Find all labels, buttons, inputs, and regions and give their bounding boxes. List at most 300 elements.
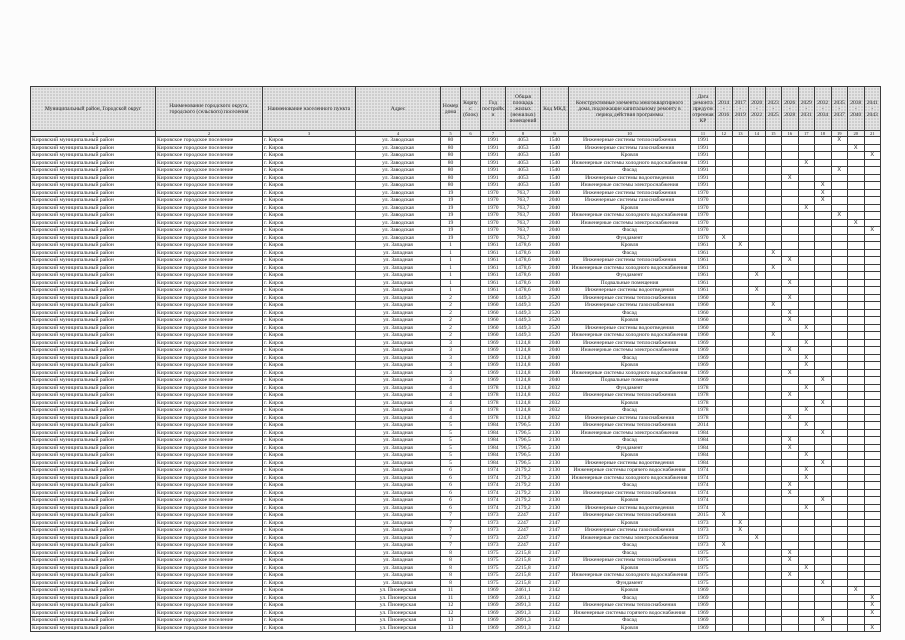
cell-period-mark — [765, 287, 782, 295]
cell-mkd-code: 1540 — [541, 137, 569, 145]
cell-settlement: Кировское городское поселение — [156, 294, 263, 302]
cell-district: Кировский муниципальный район — [31, 324, 156, 332]
cell-street: ул. Западная — [356, 317, 441, 325]
cell-locality: г. Киров — [263, 152, 356, 160]
cell-district: Кировский муниципальный район — [31, 549, 156, 557]
cell-period-mark — [732, 542, 749, 550]
cell-repair-date: 1970 — [691, 197, 716, 205]
header-period: 2032 - 2034 — [815, 87, 832, 131]
cell-period-mark — [765, 609, 782, 617]
cell-structural-element: Фасад — [569, 227, 691, 235]
cell-structural-element: Инженерные системы горячего водоснабжения — [569, 467, 691, 475]
cell-period-mark — [798, 212, 815, 220]
cell-locality: г. Киров — [263, 414, 356, 422]
column-number: 20 — [848, 131, 865, 137]
cell-period-mark — [798, 579, 815, 587]
cell-build-year: 1969 — [481, 594, 506, 602]
cell-total-area: 1478,6 — [506, 257, 541, 265]
cell-street: ул. Заводская — [356, 152, 441, 160]
cell-repair-date: 1978 — [691, 399, 716, 407]
cell-build-year: 1960 — [481, 317, 506, 325]
cell-period-mark — [732, 234, 749, 242]
cell-repair-date: 1969 — [691, 354, 716, 362]
cell-settlement: Кировское городское поселение — [156, 474, 263, 482]
cell-locality: г. Киров — [263, 167, 356, 175]
cell-period-mark: X — [815, 189, 832, 197]
cell-street: ул. Пионерская — [356, 587, 441, 595]
cell-repair-date: 1974 — [691, 504, 716, 512]
table-row — [31, 549, 881, 557]
cell-mkd-code: 2520 — [541, 302, 569, 310]
cell-street: ул. Западная — [356, 527, 441, 535]
cell-mkd-code: 2040 — [541, 242, 569, 250]
cell-period-mark — [848, 459, 865, 467]
cell-total-area: 1478,6 — [506, 279, 541, 287]
cell-structural-element: Инженерные системы теплоснабжения — [569, 339, 691, 347]
cell-house-number: 1 — [441, 272, 461, 280]
cell-period-mark — [798, 257, 815, 265]
cell-house-number: 6 — [441, 489, 461, 497]
cell-period-mark — [864, 354, 881, 362]
cell-street: ул. Западная — [356, 444, 441, 452]
cell-period-mark — [749, 264, 766, 272]
cell-period-mark — [831, 504, 848, 512]
cell-period-mark — [765, 144, 782, 152]
cell-house-number: 19 — [441, 212, 461, 220]
cell-period-mark — [716, 497, 733, 505]
header-period: 2035 - 2037 — [831, 87, 848, 131]
cell-structural-element: Фасад — [569, 617, 691, 625]
cell-street: ул. Западная — [356, 549, 441, 557]
cell-period-mark — [765, 407, 782, 415]
cell-repair-date: 1984 — [691, 437, 716, 445]
cell-repair-date: 1975 — [691, 572, 716, 580]
cell-mkd-code: 2040 — [541, 347, 569, 355]
cell-period-mark — [831, 437, 848, 445]
cell-total-area: 2891,3 — [506, 624, 541, 632]
cell-period-mark — [798, 144, 815, 152]
table-row — [31, 579, 881, 587]
cell-structural-element: Инженерные системы холодного водоснабжения — [569, 369, 691, 377]
cell-period-mark — [864, 159, 881, 167]
cell-period-mark — [765, 444, 782, 452]
cell-period-mark: X — [815, 617, 832, 625]
cell-locality: г. Киров — [263, 324, 356, 332]
table-row — [31, 354, 881, 362]
cell-period-mark — [798, 572, 815, 580]
cell-period-mark — [765, 227, 782, 235]
cell-period-mark — [864, 174, 881, 182]
cell-korpus — [461, 474, 481, 482]
cell-period-mark — [831, 182, 848, 190]
cell-period-mark — [782, 167, 799, 175]
cell-street: ул. Западная — [356, 579, 441, 587]
cell-period-mark: X — [798, 467, 815, 475]
cell-period-mark: X — [831, 167, 848, 175]
cell-period-mark — [815, 294, 832, 302]
cell-period-mark: X — [798, 159, 815, 167]
cell-period-mark — [732, 564, 749, 572]
cell-structural-element: Фасад — [569, 407, 691, 415]
cell-period-mark — [798, 309, 815, 317]
cell-period-mark — [848, 159, 865, 167]
cell-korpus — [461, 542, 481, 550]
cell-mkd-code: 2142 — [541, 609, 569, 617]
cell-locality: г. Киров — [263, 234, 356, 242]
cell-repair-date: 1973 — [691, 527, 716, 535]
cell-period-mark — [798, 317, 815, 325]
cell-mkd-code: 2032 — [541, 414, 569, 422]
column-number: 10 — [569, 131, 691, 137]
cell-settlement: Кировское городское поселение — [156, 422, 263, 430]
cell-settlement: Кировское городское поселение — [156, 572, 263, 580]
cell-house-number: 2 — [441, 309, 461, 317]
table-body — [31, 137, 881, 632]
cell-period-mark — [798, 272, 815, 280]
cell-period-mark — [848, 594, 865, 602]
cell-total-area: 1478,6 — [506, 287, 541, 295]
cell-build-year: 1973 — [481, 534, 506, 542]
cell-structural-element: Подвальные помещения — [569, 279, 691, 287]
cell-build-year: 1974 — [481, 482, 506, 490]
header-repair-date: Дата ремонта предусмотренная КР — [691, 87, 716, 131]
cell-period-mark — [864, 474, 881, 482]
cell-district: Кировский муниципальный район — [31, 519, 156, 527]
cell-repair-date: 1978 — [691, 407, 716, 415]
cell-period-mark — [749, 594, 766, 602]
cell-settlement: Кировское городское поселение — [156, 489, 263, 497]
cell-locality: г. Киров — [263, 624, 356, 632]
cell-period-mark — [765, 542, 782, 550]
cell-total-area: 2215,8 — [506, 564, 541, 572]
cell-period-mark — [749, 144, 766, 152]
cell-period-mark — [864, 557, 881, 565]
cell-period-mark: X — [864, 152, 881, 160]
cell-locality: г. Киров — [263, 309, 356, 317]
cell-period-mark — [782, 362, 799, 370]
cell-build-year: 1984 — [481, 422, 506, 430]
cell-period-mark — [732, 309, 749, 317]
cell-period-mark — [815, 504, 832, 512]
cell-period-mark — [782, 459, 799, 467]
cell-repair-date: 1978 — [691, 414, 716, 422]
cell-repair-date: 1960 — [691, 302, 716, 310]
cell-period-mark — [815, 144, 832, 152]
column-number: 15 — [765, 131, 782, 137]
cell-district: Кировский муниципальный район — [31, 257, 156, 265]
cell-period-mark — [716, 624, 733, 632]
cell-district: Кировский муниципальный район — [31, 204, 156, 212]
cell-district: Кировский муниципальный район — [31, 159, 156, 167]
cell-street: ул. Западная — [356, 564, 441, 572]
cell-period-mark — [749, 174, 766, 182]
cell-period-mark — [716, 324, 733, 332]
cell-period-mark: X — [782, 572, 799, 580]
cell-period-mark — [732, 414, 749, 422]
cell-district: Кировский муниципальный район — [31, 197, 156, 205]
cell-locality: г. Киров — [263, 467, 356, 475]
cell-period-mark — [782, 399, 799, 407]
cell-period-mark — [765, 272, 782, 280]
cell-build-year: 1974 — [481, 467, 506, 475]
cell-period-mark — [782, 467, 799, 475]
table-row — [31, 324, 881, 332]
cell-period-mark — [765, 324, 782, 332]
cell-total-area: 1449,3 — [506, 309, 541, 317]
cell-period-mark — [831, 459, 848, 467]
cell-period-mark — [815, 257, 832, 265]
cell-district: Кировский муниципальный район — [31, 422, 156, 430]
cell-repair-date: 1969 — [691, 339, 716, 347]
cell-settlement: Кировское городское поселение — [156, 467, 263, 475]
cell-period-mark — [765, 369, 782, 377]
cell-mkd-code: 2032 — [541, 399, 569, 407]
cell-period-mark — [831, 444, 848, 452]
cell-structural-element: Кровля — [569, 519, 691, 527]
cell-period-mark — [732, 512, 749, 520]
cell-district: Кировский муниципальный район — [31, 557, 156, 565]
cell-mkd-code: 2147 — [541, 549, 569, 557]
cell-korpus — [461, 482, 481, 490]
cell-period-mark — [864, 204, 881, 212]
cell-total-area: 1124,8 — [506, 392, 541, 400]
cell-period-mark — [831, 317, 848, 325]
cell-repair-date: 1969 — [691, 609, 716, 617]
cell-settlement: Кировское городское поселение — [156, 204, 263, 212]
cell-period-mark — [749, 609, 766, 617]
cell-total-area: 1449,3 — [506, 317, 541, 325]
cell-period-mark — [848, 437, 865, 445]
cell-build-year: 1975 — [481, 579, 506, 587]
cell-period-mark — [831, 384, 848, 392]
cell-mkd-code: 2040 — [541, 227, 569, 235]
table-row — [31, 459, 881, 467]
cell-korpus — [461, 392, 481, 400]
cell-period-mark — [864, 489, 881, 497]
cell-total-area: 1478,6 — [506, 249, 541, 257]
cell-period-mark — [749, 542, 766, 550]
cell-period-mark — [749, 467, 766, 475]
cell-build-year: 1969 — [481, 354, 506, 362]
cell-build-year: 1970 — [481, 204, 506, 212]
cell-korpus — [461, 564, 481, 572]
cell-period-mark — [732, 167, 749, 175]
cell-period-mark — [782, 189, 799, 197]
cell-period-mark — [716, 167, 733, 175]
cell-repair-date: 1991 — [691, 159, 716, 167]
cell-structural-element: Инженерные системы газоснабжения — [569, 414, 691, 422]
cell-period-mark — [716, 602, 733, 610]
cell-street: ул. Заводская — [356, 182, 441, 190]
cell-repair-date: 1970 — [691, 227, 716, 235]
cell-period-mark — [749, 137, 766, 145]
cell-total-area: 763,7 — [506, 227, 541, 235]
cell-period-mark — [864, 429, 881, 437]
cell-period-mark — [716, 279, 733, 287]
cell-period-mark — [815, 242, 832, 250]
header-period: 2014 - 2016 — [716, 87, 733, 131]
cell-period-mark — [848, 362, 865, 370]
table-row — [31, 542, 881, 550]
cell-period-mark — [864, 339, 881, 347]
cell-street: ул. Западная — [356, 324, 441, 332]
cell-period-mark — [765, 414, 782, 422]
cell-korpus — [461, 602, 481, 610]
cell-period-mark — [716, 474, 733, 482]
cell-period-mark — [831, 587, 848, 595]
cell-street: ул. Западная — [356, 512, 441, 520]
cell-period-mark — [782, 497, 799, 505]
cell-street: ул. Заводская — [356, 219, 441, 227]
table-row — [31, 369, 881, 377]
cell-street: ул. Западная — [356, 452, 441, 460]
cell-street: ул. Западная — [356, 504, 441, 512]
cell-settlement: Кировское городское поселение — [156, 242, 263, 250]
cell-build-year: 1969 — [481, 362, 506, 370]
cell-period-mark — [765, 489, 782, 497]
cell-build-year: 1969 — [481, 609, 506, 617]
cell-mkd-code: 2520 — [541, 317, 569, 325]
cell-period-mark — [848, 489, 865, 497]
cell-period-mark — [749, 474, 766, 482]
cell-locality: г. Киров — [263, 362, 356, 370]
cell-street: ул. Западная — [356, 242, 441, 250]
cell-settlement: Кировское городское поселение — [156, 347, 263, 355]
cell-period-mark — [782, 219, 799, 227]
cell-structural-element: Кровля — [569, 497, 691, 505]
cell-settlement: Кировское городское поселение — [156, 602, 263, 610]
cell-period-mark — [732, 624, 749, 632]
cell-period-mark — [782, 227, 799, 235]
cell-repair-date: 1975 — [691, 579, 716, 587]
cell-structural-element: Инженерные системы газоснабжения — [569, 302, 691, 310]
cell-period-mark — [749, 309, 766, 317]
cell-total-area: 2215,8 — [506, 549, 541, 557]
cell-locality: г. Киров — [263, 204, 356, 212]
cell-period-mark — [765, 512, 782, 520]
cell-period-mark — [782, 579, 799, 587]
cell-korpus — [461, 444, 481, 452]
cell-locality: г. Киров — [263, 384, 356, 392]
cell-period-mark — [765, 474, 782, 482]
cell-street: ул. Заводская — [356, 144, 441, 152]
cell-period-mark — [798, 444, 815, 452]
cell-period-mark — [798, 219, 815, 227]
column-number: 18 — [815, 131, 832, 137]
cell-district: Кировский муниципальный район — [31, 399, 156, 407]
cell-repair-date: 1960 — [691, 324, 716, 332]
cell-period-mark — [716, 377, 733, 385]
header-street: Адрес — [356, 87, 441, 131]
cell-period-mark — [749, 332, 766, 340]
cell-period-mark — [732, 272, 749, 280]
cell-district: Кировский муниципальный район — [31, 174, 156, 182]
cell-district: Кировский муниципальный район — [31, 339, 156, 347]
table-row — [31, 219, 881, 227]
cell-period-mark — [864, 279, 881, 287]
cell-settlement: Кировское городское поселение — [156, 152, 263, 160]
cell-period-mark — [848, 377, 865, 385]
cell-period-mark — [716, 287, 733, 295]
cell-structural-element: Инженерные системы газоснабжения — [569, 527, 691, 535]
cell-period-mark — [864, 392, 881, 400]
cell-repair-date: 1978 — [691, 384, 716, 392]
cell-locality: г. Киров — [263, 339, 356, 347]
cell-period-mark — [831, 257, 848, 265]
cell-period-mark — [831, 279, 848, 287]
cell-repair-date: 1975 — [691, 564, 716, 572]
cell-korpus — [461, 152, 481, 160]
cell-period-mark — [798, 242, 815, 250]
cell-period-mark — [749, 189, 766, 197]
cell-structural-element: Кровля — [569, 204, 691, 212]
cell-period-mark — [831, 519, 848, 527]
cell-period-mark — [765, 189, 782, 197]
cell-mkd-code: 2147 — [541, 519, 569, 527]
cell-house-number: 1 — [441, 242, 461, 250]
cell-total-area: 2461,1 — [506, 587, 541, 595]
cell-house-number: 80 — [441, 174, 461, 182]
cell-repair-date: 1961 — [691, 257, 716, 265]
cell-period-mark — [716, 219, 733, 227]
cell-period-mark — [749, 617, 766, 625]
cell-period-mark — [749, 197, 766, 205]
cell-house-number: 4 — [441, 414, 461, 422]
cell-period-mark — [765, 219, 782, 227]
cell-period-mark — [732, 324, 749, 332]
table-row — [31, 182, 881, 190]
cell-build-year: 1974 — [481, 489, 506, 497]
cell-structural-element: Инженерные системы теплоснабжения — [569, 294, 691, 302]
cell-period-mark — [815, 564, 832, 572]
cell-korpus — [461, 294, 481, 302]
cell-period-mark — [864, 219, 881, 227]
cell-district: Кировский муниципальный район — [31, 414, 156, 422]
cell-period-mark — [831, 489, 848, 497]
cell-period-mark: X — [782, 174, 799, 182]
cell-build-year: 1973 — [481, 512, 506, 520]
cell-period-mark — [831, 362, 848, 370]
cell-period-mark — [864, 564, 881, 572]
header-structural-element: Конструктивные элементы многоквартирного дома, подлежащие капитальному ремонту в период действия программы — [569, 87, 691, 131]
cell-structural-element: Фундамент — [569, 579, 691, 587]
cell-period-mark — [782, 272, 799, 280]
cell-period-mark — [716, 197, 733, 205]
cell-period-mark — [765, 362, 782, 370]
cell-period-mark — [815, 339, 832, 347]
cell-period-mark — [815, 324, 832, 332]
cell-period-mark — [831, 264, 848, 272]
cell-period-mark — [782, 564, 799, 572]
cell-settlement: Кировское городское поселение — [156, 452, 263, 460]
cell-period-mark — [798, 527, 815, 535]
cell-mkd-code: 2040 — [541, 264, 569, 272]
cell-period-mark — [732, 174, 749, 182]
cell-settlement: Кировское городское поселение — [156, 617, 263, 625]
cell-build-year: 1991 — [481, 137, 506, 145]
cell-period-mark — [815, 512, 832, 520]
cell-period-mark — [831, 534, 848, 542]
cell-house-number: 19 — [441, 204, 461, 212]
cell-settlement: Кировское городское поселение — [156, 279, 263, 287]
cell-period-mark — [831, 189, 848, 197]
cell-period-mark — [831, 392, 848, 400]
cell-period-mark — [798, 429, 815, 437]
cell-period-mark — [864, 317, 881, 325]
cell-period-mark — [749, 429, 766, 437]
cell-period-mark — [831, 309, 848, 317]
cell-period-mark — [782, 542, 799, 550]
